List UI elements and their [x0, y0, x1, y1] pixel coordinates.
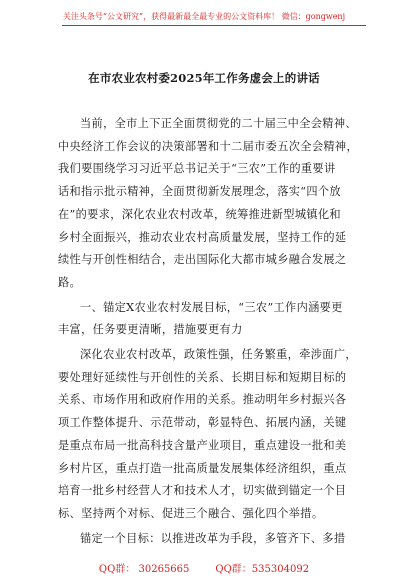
text-line: 深化农业农村改革，政策性强，任务繁重，牵涉面广， — [80, 348, 357, 362]
text-line: 中央经济工作会议的决策部署和十二届市委五次全会精神， — [58, 139, 358, 153]
text-line: 标、坚持两个对标、促进三个融合、强化四个举措。 — [58, 506, 324, 520]
text-line: 续性与开创性相结合，走出国际化大都市城乡融合发展之 — [58, 253, 347, 267]
footer-qq-1: QQ群： 30265665 — [98, 564, 190, 575]
text-line: 乡村片区，重点打造一批高质量发展集体经济组织，重点 — [58, 461, 347, 475]
text-line: 一、锚定X农业农村发展目标，“三农”工作内涵要更 — [80, 300, 343, 314]
footer-contacts — [0, 560, 408, 575]
text-line: 话和指示批示精神，全面贯彻新发展理念，落实“四个放 — [58, 185, 341, 199]
text-line: 丰富，任务要更清晰，措施要更有力 — [58, 323, 243, 337]
text-line: 在”的要求，深化农业农村改革，统筹推进新型城镇化和 — [58, 207, 341, 221]
section-heading-1 — [58, 297, 358, 342]
header-text: 关注头条号“公文研究”，获得最新最全最专业的公文资料库！ 微信：gongwenj — [62, 11, 346, 21]
footer-qq-2: QQ群：535304092 — [215, 564, 310, 575]
header-banner — [0, 6, 408, 26]
document-body — [58, 113, 358, 550]
paragraph-goal — [58, 528, 358, 551]
text-line: 锚定一个目标：以推进改革为手段，多管齐下、多措 — [80, 531, 346, 545]
text-line: 项工作整体提升、示范带动，彰显特色、拓展内涵，关键 — [58, 416, 347, 430]
text-line: 是重点布局一批高科技含量产业项目，重点建设一批和美 — [58, 438, 347, 452]
paragraph-intro — [58, 113, 358, 295]
text-line: 乡村全面振兴，推动农业农村高质量发展，坚持工作的延 — [58, 230, 347, 244]
text-line: 关系、市场作用和政府作用的关系。推动明年乡村振兴各 — [58, 393, 347, 407]
text-line: 当前，全市上下正全面贯彻党的二十届三中全会精神、 — [80, 117, 357, 130]
text-line: 培育一批乡村经营人才和技术人才，切实做到锚定一个目 — [58, 484, 347, 498]
header-divider — [62, 25, 366, 26]
text-line: 我们要围绕学习习近平总书记关于“三农”工作的重要讲 — [58, 162, 336, 176]
paragraph-reform — [58, 344, 358, 526]
document-title: 在市农业农村委2025年工作务虚会上的讲话 — [88, 71, 320, 85]
text-line: 路。 — [58, 275, 82, 289]
text-line: 要处理好延续性与开创性的关系、长期目标和短期目标的 — [58, 370, 347, 384]
